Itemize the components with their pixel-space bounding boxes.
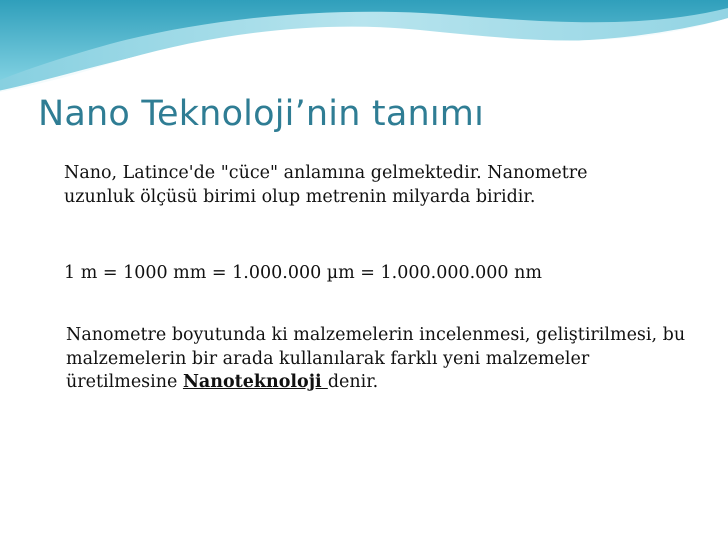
unit-equation: 1 m = 1000 mm = 1.000.000 µm = 1.000.000.000 nm (64, 263, 542, 283)
definition-paragraph: Nano, Latince'de "cüce" anlamına gelmektedir. Nanometre uzunluk ölçüsü birimi olup metrenin milyarda biridir. (64, 163, 588, 207)
nanotechnology-term: Nanoteknoloji (182, 372, 328, 393)
slide-title: Nano Teknoloji’nin tanımı (38, 94, 485, 134)
nanotech-description: Nanometre boyutunda ki malzemelerin incelenmesi, geliştirilmesi, bu malzemelerin bir arada kullanılarak farklı yeni malzemeler üretilmesine (66, 325, 686, 393)
nanotechnology-paragraph (66, 324, 686, 395)
paragraph-ending: denir. (327, 372, 379, 393)
